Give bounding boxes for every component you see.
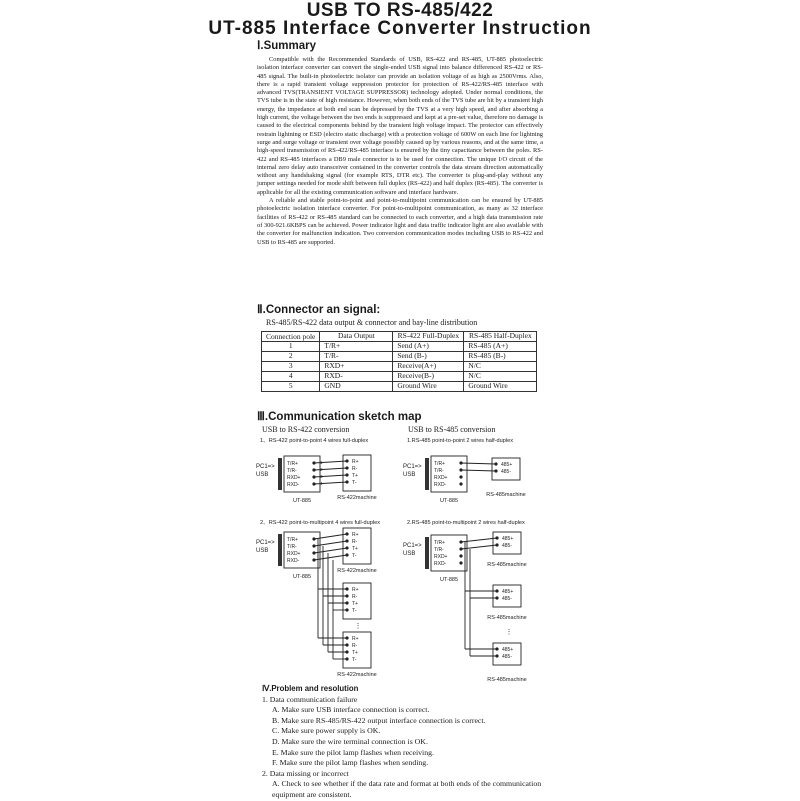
table-cell: T/R- [320, 352, 393, 362]
pin-label: 485+ [502, 536, 514, 542]
wire [461, 545, 497, 549]
summary-heading: Ⅰ.Summary [257, 40, 316, 52]
usb-label: USB [403, 472, 416, 478]
pin-label: 485+ [502, 647, 514, 653]
problems-section [262, 684, 552, 801]
pin-label: T/R+ [434, 461, 445, 467]
pin-label: RXD- [434, 561, 447, 567]
terminal-dot [459, 554, 462, 557]
usb-plug [425, 458, 429, 490]
usb-label: USB [256, 472, 269, 478]
wire [314, 534, 347, 539]
pin-label: R- [352, 594, 358, 600]
table-cell: 2 [262, 352, 320, 362]
ellipsis: ⋮ [354, 623, 362, 630]
pin-label: T/R- [434, 547, 444, 553]
problem-title: 1. Data communication failure [262, 694, 358, 704]
pin-label: R- [352, 643, 358, 649]
caption: 2、RS-422 point-to-multipoint 4 wires full-duplex [260, 520, 381, 526]
terminal-dot [459, 482, 462, 485]
wire [314, 482, 347, 484]
usb-plug [278, 534, 282, 566]
list-item: A. Check to see whether if the data rate and format at both ends of the communication equipment are consistent. [272, 779, 542, 799]
pin-label: RXD+ [287, 475, 301, 481]
table-cell: Send (B-) [393, 352, 464, 362]
table-cell: N/C [464, 362, 537, 372]
pin-label: R+ [352, 532, 359, 538]
pin-label: T+ [352, 473, 358, 479]
pin-label: 485+ [501, 462, 513, 468]
pin-label: RXD+ [434, 554, 448, 560]
pc-label: PC1=> [403, 543, 422, 549]
pin-label: T+ [352, 601, 358, 607]
summary-paragraph: Compatible with the Recommended Standards of USB, RS-422 and RS-485, UT-885 photoelectric isolation interface converter can convert the single-ended USB signal into balance differenced RS-422 or RS-485 signal. The built-in photoelectric isolator can provide an isolation voltage of as high as 2500Vrms. Also, there is a rapid transient voltage suppression protector for protection of RS-422/RS-485 interface with advanced TVS(TRANSIENT VOLTAGE SUPPRESSOR) technology adopted. Under normal conditions, the TVS tube is in the state of high resistance. However, when both ends of the TVS tube are hit by a transient high energy, the impedance at both end scan be depressed by the TVS at a very high speed, and after absorbing a high current, the voltage between the two ends is suppressed and kept at a pre-set value, therefore no damage is caused to the electrical components behind by the transient high voltage impact. The protector can effectively restrain lightning or ESD (electro static discharge) with a protection voltage of 600W on each line for lightning surge and surge voltage or transient over voltage possibly caused up by various reasons, and at the same time, a high-speed transmission of RS-422/RS-485 interface is ensured by the tiny capacitance between the poles. RS-422 and RS-485 interfaces a DB9 male connector is to be used for connection. The unique I/O circuit of the internal zero delay auto transceiver contained in the converter controls the data stream direction automatically without any handshaking signal (for example RTS, DTR etc). The converter is plug-and-play without any jumper settings needed for mode shift between full duplex (RS-422) and half duplex (RS-485). The converter is applicable for all the existing communication software and interface hardware. [257, 56, 543, 196]
list-item: A. Make sure USB interface connection is correct. [272, 705, 430, 715]
col-header: RS-485 Half-Duplex [464, 332, 537, 342]
sketch-left-title: USB to RS-422 conversion [262, 425, 350, 434]
pin-label: T/R- [287, 544, 297, 550]
pin-label: T/R+ [287, 537, 298, 543]
pc-label: PC1=> [256, 464, 275, 470]
usb-plug [278, 458, 282, 490]
ellipsis: ⋮ [505, 629, 513, 636]
wire [461, 463, 496, 464]
pin-label: RXD- [287, 482, 300, 488]
sketch-right-title: USB to RS-485 conversion [408, 425, 496, 434]
problem-title: 2. Data missing or incorrect [262, 768, 349, 778]
list-item: B. Make sure RS-485/RS-422 output interface connection is correct. [272, 715, 486, 725]
table-cell: RS-485 (A+) [464, 342, 537, 352]
pin-label: 485- [502, 596, 513, 602]
wire [314, 468, 347, 470]
pin-label: 485- [501, 469, 512, 475]
ut885-label: UT-885 [439, 577, 459, 583]
pin-label: T/R- [287, 468, 297, 474]
pin-label: RXD+ [287, 551, 301, 557]
col-header: Connection pole [262, 332, 320, 342]
pin-label: R+ [352, 587, 359, 593]
table-cell: Receive(A+) [393, 362, 464, 372]
pin-label: R+ [352, 636, 359, 642]
wire [314, 541, 347, 546]
problems-heading: Ⅳ.Problem and resolution [262, 684, 359, 693]
pin-label: T/R+ [287, 461, 298, 467]
table-cell: RXD+ [320, 362, 393, 372]
pc-label: PC1=> [256, 540, 275, 546]
list-item: E. Make sure the pilot lamp flashes when receiving. [272, 747, 434, 757]
sketch-heading: Ⅲ.Communication sketch map [257, 411, 422, 423]
title-line1: USB TO RS-485/422 [306, 0, 494, 21]
ut885-label: UT-885 [439, 498, 459, 504]
list-item: F. Make sure the pilot lamp flashes when sending. [272, 758, 429, 768]
caption: 2.RS-485 point-to-multipoint 2 wires half-duplex [407, 520, 525, 526]
pin-label: T+ [352, 546, 358, 552]
pin-label: T/R- [434, 468, 444, 474]
connector-heading: Ⅱ.Connector an signal: [257, 304, 381, 316]
usb-label: USB [403, 551, 416, 557]
wire [461, 538, 497, 542]
machine-label: RS-485machine [487, 615, 527, 621]
caption: 1.RS-485 point-to-point 2 wires half-duplex [407, 438, 514, 444]
list-item: C. Make sure power supply is OK. [272, 726, 381, 736]
pin-label: 485+ [502, 589, 514, 595]
pin-label: RXD+ [434, 475, 448, 481]
pin-label: 485- [502, 543, 513, 549]
wire [314, 461, 347, 463]
ut885-label: UT-885 [292, 574, 312, 580]
pin-label: R- [352, 539, 358, 545]
wire [314, 548, 347, 553]
machine-label: RS-422machine [337, 495, 377, 501]
table-cell: 1 [262, 342, 320, 352]
pin-label: T- [352, 608, 357, 614]
terminal-dot [459, 475, 462, 478]
col-header: RS-422 Full-Duplex [393, 332, 464, 342]
machine-label: RS-485machine [487, 677, 527, 683]
pin-label: T- [352, 657, 357, 663]
col-header: Data Output [320, 332, 393, 342]
table-cell: N/C [464, 372, 537, 382]
pin-label: RXD- [287, 558, 300, 564]
pin-label: R+ [352, 459, 359, 465]
summary-paragraph: A reliable and stable point-to-point and point-to-multipoint communication can be ensured by UT-885 photoelectric isolation interface converter. For point-to-multipoint communication, as many as 32 interface facilities of RS-422 or RS-485 standard can be connected to each converter, and a high data transmission rate of 300-921.6KBPS can be achieved. Power indicator light and data traffic indicator light are also available with the converter for malfunction indication. Two conversion communication modes including USB to RS-422 and USB to RS-485 are supported. [257, 197, 543, 246]
pc-label: PC1=> [403, 464, 422, 470]
table-cell: Ground Wire [464, 382, 537, 392]
wire [314, 555, 347, 560]
title-line2: UT-885 Interface Converter Instruction [208, 18, 592, 39]
ut885-label: UT-885 [292, 498, 312, 504]
pin-label: T/R+ [434, 540, 445, 546]
pin-label: T+ [352, 650, 358, 656]
usb-label: USB [256, 548, 269, 554]
connector-subtitle: RS-485/RS-422 data output & connector and bay-line distribution [266, 318, 478, 327]
usb-plug [425, 537, 429, 569]
pin-label: T- [352, 553, 357, 559]
table-cell: Ground Wire [393, 382, 464, 392]
table-cell: 5 [262, 382, 320, 392]
pin-label: RXD- [434, 482, 447, 488]
pin-label: T- [352, 480, 357, 486]
table-cell: Receive(B-) [393, 372, 464, 382]
list-item: D. Make sure the wire terminal connection is OK. [272, 736, 428, 746]
machine-label: RS-422machine [337, 568, 377, 574]
machine-label: RS-485machine [487, 562, 527, 568]
table-cell: 4 [262, 372, 320, 382]
pin-label: R- [352, 466, 358, 472]
table-cell: RS-485 (B-) [464, 352, 537, 362]
machine-label: RS-422machine [337, 672, 377, 678]
table-cell: RXD- [320, 372, 393, 382]
terminal-dot [459, 561, 462, 564]
wire [461, 470, 496, 471]
table-cell: GND [320, 382, 393, 392]
table-cell: Send (A+) [393, 342, 464, 352]
machine-label: RS-485machine [486, 492, 526, 498]
wire [314, 475, 347, 477]
pin-label: 485- [502, 654, 513, 660]
table-cell: T/R+ [320, 342, 393, 352]
table-cell: 3 [262, 362, 320, 372]
caption: 1、RS-422 point-to-point 4 wires full-duplex [260, 438, 369, 444]
